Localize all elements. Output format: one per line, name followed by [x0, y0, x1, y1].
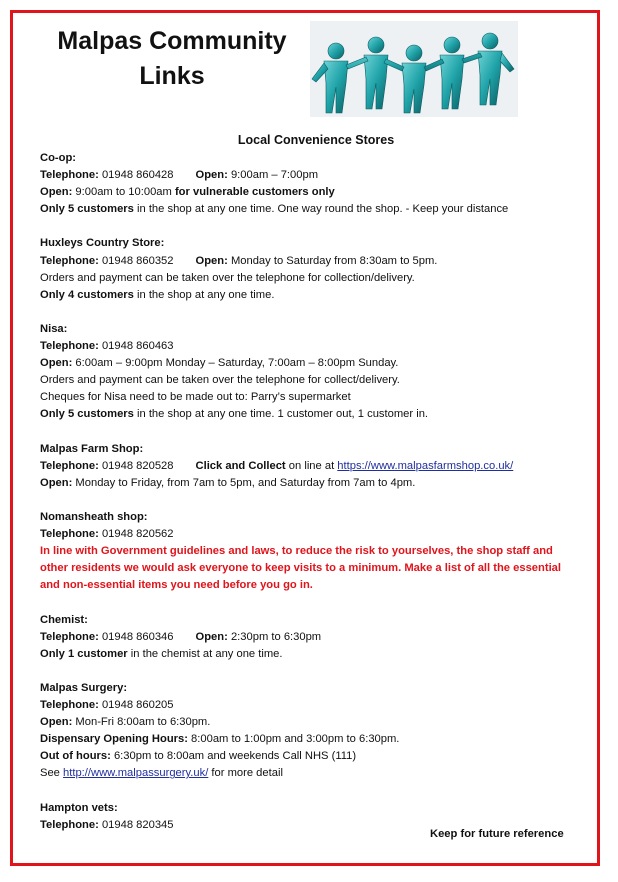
footer-note: Keep for future reference [430, 828, 564, 840]
farmshop-open-hours: Monday to Friday, from 7am to 5pm, and Saturday from 7am to 4pm. [72, 476, 416, 489]
open-label: Open: [40, 476, 73, 489]
nisa-open-hours: 6:00am – 9:00pm Monday – Saturday, 7:00am – 8:00pm Sunday. [72, 357, 399, 370]
surgery-out-of-hours: 6:30pm to 8:00am and weekends Call NHS (111) [110, 750, 357, 763]
chemist-telephone: 01948 860346 [98, 630, 174, 643]
surgery-out-of-hours-line [40, 748, 580, 765]
huxleys-orders: Orders and payment can be taken over the telephone for collection/delivery. [40, 271, 415, 284]
coop-limit-text: in the shop at any one time. One way round the shop. - Keep your distance [133, 203, 509, 216]
telephone-label: Telephone: [40, 169, 99, 182]
nisa-limit-text: in the shop at any one time. 1 customer out, 1 customer in. [133, 408, 429, 421]
chemist-telephone-line [40, 629, 580, 646]
telephone-label: Telephone: [40, 254, 99, 267]
coop-telephone: 01948 860428 [98, 169, 174, 182]
farmshop-telephone-line [40, 458, 580, 475]
farmshop-website-link[interactable]: https://www.malpasfarmshop.co.uk/ [337, 459, 514, 472]
telephone-label: Telephone: [40, 528, 99, 541]
out-of-hours-label: Out of hours: [40, 750, 111, 763]
huxleys-limit-count: Only 4 customers [40, 288, 134, 301]
coop-limit-line [40, 201, 580, 218]
store-list [40, 150, 580, 834]
huxleys-limit-text: in the shop at any one time. [133, 288, 275, 301]
nomansheath-telephone: 01948 820562 [98, 528, 174, 541]
coop-telephone-line [40, 167, 580, 184]
person-figure-1 [312, 43, 348, 113]
nisa-orders: Orders and payment can be taken over the telephone for collect/delivery. [40, 374, 400, 387]
coop-open-hours: 9:00am – 7:00pm [227, 169, 319, 182]
open-label: Open: [40, 716, 73, 729]
telephone-label: Telephone: [40, 818, 99, 831]
surgery-dispensary-line [40, 731, 580, 748]
chemist-open-hours: 2:30pm to 6:30pm [227, 630, 322, 643]
huxleys-telephone: 01948 860352 [98, 254, 174, 267]
store-name-farmshop: Malpas Farm Shop: [40, 442, 144, 455]
telephone-label: Telephone: [40, 459, 99, 472]
surgery-website-link[interactable]: http://www.malpassurgery.uk/ [63, 767, 209, 780]
huxleys-telephone-line [40, 253, 580, 270]
nisa-limit-count: Only 5 customers [40, 408, 134, 421]
surgery-telephone: 01948 860205 [98, 699, 174, 711]
chemist-limit-line [40, 646, 580, 663]
telephone-label: Telephone: [40, 630, 99, 643]
person-figure-3 [402, 45, 426, 113]
store-name-surgery: Malpas Surgery: [40, 681, 128, 694]
dispensary-label: Dispensary Opening Hours: [40, 733, 188, 746]
store-name-nomansheath: Nomansheath shop: [40, 510, 148, 523]
huxleys-limit-line [40, 287, 580, 304]
vets-telephone: 01948 820345 [98, 818, 174, 831]
surgery-dispensary-hours: 8:00am to 1:00pm and 3:00pm to 6:30pm. [187, 733, 400, 746]
coop-vulnerable-note: for vulnerable customers only [171, 186, 335, 199]
surgery-open-hours: Mon-Fri 8:00am to 6:30pm. [72, 716, 211, 729]
coop-vulnerable-hours: 9:00am to 10:00am [72, 186, 172, 199]
nomansheath-notice: In line with Government guidelines and laws, to reduce the risk to yourselves, the shop staff and other residents we would ask everyone to keep visits to a minimum. Make a list of all the essential and non-essential items you need before you go in. [40, 545, 562, 592]
nisa-telephone: 01948 860463 [98, 340, 174, 353]
telephone-label: Telephone: [40, 699, 99, 711]
surgery-telephone-line [40, 697, 580, 714]
click-collect-label: Click and Collect [195, 459, 286, 472]
people-chain-icon [310, 21, 518, 117]
coop-vulnerable-line [40, 184, 580, 201]
store-name-huxleys: Huxleys Country Store: [40, 237, 165, 250]
farmshop-open-line [40, 475, 580, 492]
telephone-label: Telephone: [40, 340, 99, 353]
nisa-open-line [40, 355, 580, 372]
page-title [42, 24, 302, 94]
huxleys-open-hours: Monday to Saturday from 8:30am to 5pm. [227, 254, 438, 267]
open-label: Open: [40, 357, 73, 370]
section-title: Local Convenience Stores [237, 133, 395, 147]
community-people-logo [310, 21, 518, 117]
open-label: Open: [195, 630, 228, 643]
more-detail-text: for more detail [208, 767, 283, 780]
person-figure-2 [364, 37, 388, 109]
chemist-limit-count: Only 1 customer [40, 647, 128, 660]
store-name-coop: Co-op: [40, 152, 77, 164]
nisa-telephone-line [40, 338, 580, 355]
nomansheath-telephone-line [40, 526, 580, 543]
open-label: Open: [195, 169, 228, 182]
click-collect-text: on line at [285, 459, 338, 472]
store-name-chemist: Chemist: [40, 613, 88, 626]
open-label: Open: [195, 254, 228, 267]
store-name-nisa: Nisa: [40, 322, 68, 335]
see-text: See [40, 767, 64, 780]
surgery-open-line [40, 714, 580, 731]
nisa-limit-line [40, 406, 580, 423]
chemist-limit-text: in the chemist at any one time. [127, 647, 283, 660]
open-label: Open: [40, 186, 73, 199]
person-figure-5 [478, 33, 514, 105]
nisa-cheques: Cheques for Nisa need to be made out to: Parry’s supermarket [40, 391, 351, 404]
surgery-website-line [40, 765, 580, 782]
store-name-vets: Hampton vets: [40, 801, 118, 814]
coop-limit-count: Only 5 customers [40, 203, 134, 216]
farmshop-telephone: 01948 820528 [98, 459, 174, 472]
person-figure-4 [440, 37, 464, 109]
title-line-2: Links [139, 62, 205, 90]
title-line-1: Malpas Community [57, 27, 287, 55]
